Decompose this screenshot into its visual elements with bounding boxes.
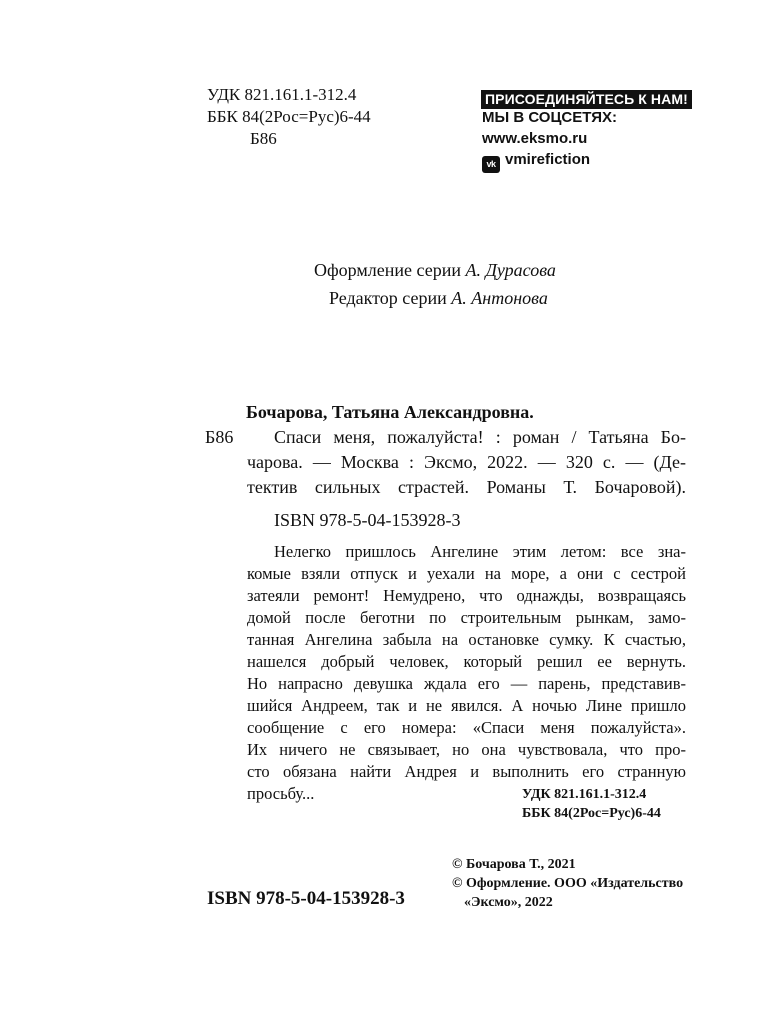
series-editor-credit (329, 286, 548, 310)
annotation-line-5: танная Ангелина забыла на остановке сумку. К счастью, (247, 630, 686, 649)
annotation-line-7: Но напрасно девушка ждала его — парень, представив- (247, 674, 686, 693)
vk-link[interactable] (482, 149, 590, 173)
bibliographic-line-2: чарова. — Москва : Эксмо, 2022. — 320 с. — (Де- (247, 452, 686, 472)
join-us-banner: ПРИСОЕДИНЯЙТЕСЬ К НАМ! (481, 90, 692, 109)
series-editor-name: А. Антонова (451, 288, 548, 308)
footer-bbk-code: ББК 84(2Рос=Рус)6-44 (522, 806, 661, 821)
annotation-line-9: сообщение с его номера: «Спаси меня пожалуйста». (247, 718, 686, 737)
udk-code: УДК 821.161.1-312.4 (207, 85, 357, 104)
series-editor-label: Редактор серии (329, 288, 452, 308)
bbk-code: ББК 84(2Рос=Рус)6-44 (207, 107, 371, 126)
website-link[interactable]: www.eksmo.ru (482, 130, 588, 147)
copyright-design-line-2: «Эксмо», 2022 (464, 895, 553, 910)
copyright-design-line-1: © Оформление. ООО «Издательство (452, 876, 684, 891)
footer-udk-code: УДК 821.161.1-312.4 (522, 787, 647, 802)
vk-icon: vk (482, 156, 500, 173)
annotation-line-12: просьбу... (247, 784, 315, 803)
annotation-line-10: Их ничего не связывает, но она чувствовала, что про- (247, 740, 686, 759)
annotation-line-11: сто обязана найти Андрея и выполнить его странную (247, 762, 686, 781)
annotation-line-6: нашелся добрый человек, который решил ее вернуть. (247, 652, 686, 671)
bibliographic-code: Б86 (205, 427, 234, 447)
annotation-line-8: шийся Андреем, так и не явился. А ночью Лине пришло (247, 696, 686, 715)
isbn-large: ISBN 978-5-04-153928-3 (207, 888, 405, 909)
series-design-credit (314, 258, 556, 282)
author-mark-code: Б86 (250, 129, 277, 148)
annotation-line-4: домой после беготни по строительным рынкам, замо- (247, 608, 686, 627)
bibliographic-isbn: ISBN 978-5-04-153928-3 (274, 510, 461, 530)
copyright-author: © Бочарова Т., 2021 (452, 857, 576, 872)
annotation-line-3: затеяли ремонт! Немудрено, что однажды, возвращаясь (247, 586, 686, 605)
bibliographic-author-heading: Бочарова, Татьяна Александровна. (246, 402, 534, 422)
bibliographic-line-3: тектив сильных страстей. Романы Т. Бочаровой). (247, 477, 686, 497)
annotation-line-1: Нелегко пришлось Ангелине этим летом: все зна- (274, 542, 686, 561)
annotation-line-2: комые взяли отпуск и уехали на море, а они с сестрой (247, 564, 686, 583)
vk-handle: vmirefiction (505, 151, 591, 168)
bibliographic-line-1: Спаси меня, пожалуйста! : роман / Татьяна Бо- (274, 427, 686, 447)
series-design-label: Оформление серии (314, 260, 466, 280)
series-designer-name: А. Дурасова (465, 260, 556, 280)
social-networks-label: МЫ В СОЦСЕТЯХ: (482, 109, 618, 126)
